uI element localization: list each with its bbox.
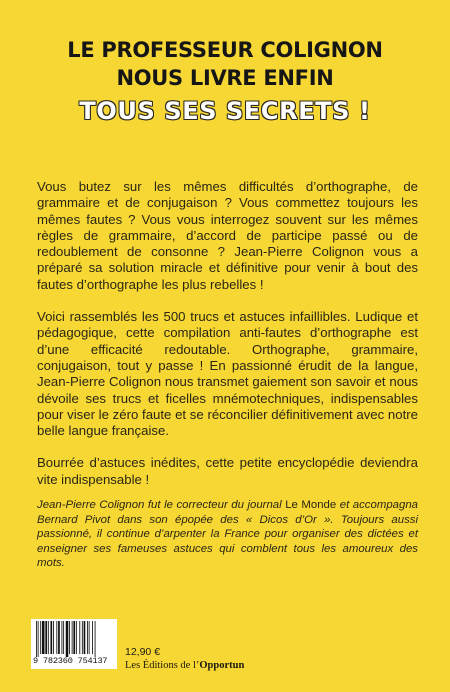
- barcode-bar: [66, 621, 69, 657]
- headline-line-2: NOUS LIVRE ENFIN: [116, 66, 334, 90]
- barcode-bar: [45, 621, 47, 654]
- barcode-bar: [62, 621, 63, 654]
- publisher-prefix: Les Éditions de l’: [125, 660, 200, 671]
- author-bio: [37, 498, 418, 571]
- isbn-digits: 9 782360 754137: [33, 656, 108, 666]
- barcode-bars: [34, 621, 114, 657]
- barcode-bar: [87, 621, 88, 654]
- barcode-bar: [82, 621, 83, 654]
- barcode-bar: [63, 621, 64, 654]
- barcode-bar: [79, 621, 80, 654]
- barcode-bar: [69, 621, 70, 654]
- publisher-label: [125, 660, 244, 671]
- barcode-bar: [40, 621, 41, 654]
- barcode-bar: [48, 621, 49, 654]
- barcode-bar: [89, 621, 90, 654]
- bio-part-2: et accompagna Bernard Pivot dans son épopée des « Dicos d’Or ». Toujours aussi passionné, il continue d’arpenter la France pour organiser des dictées et enseigner ses fameuses astuces qui comblent tous les amoureux des mots.: [37, 499, 418, 570]
- barcode-bar: [92, 621, 93, 654]
- price-label: 12,90 €: [125, 646, 161, 658]
- bio-newspaper: Le Monde: [285, 499, 337, 511]
- barcode-bar: [53, 621, 54, 654]
- barcode-bar: [38, 621, 39, 657]
- headline-line-1: LE PROFESSEUR COLIGNON: [67, 38, 383, 62]
- paragraph-intro: Vous butez sur les mêmes difficultés d’orthographe, de grammaire et de conjugaison ? Vous commettez toujours les mêmes fautes ? Vous vous interrogez souvent sur les mêmes règles de grammaire, d’accord de participe passé ou de redoublement de consonne ? Jean-Pierre Colignon vous a préparé sa solution miracle et définitive pour venir à bout des fautes d’orthographe les plus rebelles !: [37, 179, 418, 292]
- barcode-bar: [50, 621, 52, 654]
- barcode-bar: [95, 621, 96, 657]
- barcode-bar: [58, 621, 60, 654]
- description-text: [37, 179, 418, 504]
- publisher-name: Opportun: [199, 660, 245, 671]
- barcode-bar: [36, 621, 37, 657]
- headline-secrets: TOUS SES SECRETS !: [79, 97, 371, 125]
- cover-headline: [0, 36, 450, 126]
- paragraph-closing: Bourrée d’astuces inédites, cette petite encyclopédie deviendra vite indispensable !: [37, 455, 418, 487]
- bio-part-1: Jean-Pierre Colignon fut le correcteur du journal: [37, 499, 286, 511]
- barcode-bar: [73, 621, 75, 654]
- barcode-bar: [72, 621, 73, 654]
- paragraph-content: Voici rassemblés les 500 trucs et astuces infaillibles. Ludique et pédagogique, cette compilation anti-fautes d’orthographe est d’une efficacité redoutable. Orthographe, grammaire, conjugaison, tout y passe ! En passionné érudit de la langue, Jean-Pierre Colignon nous transmet gaiement son savoir et nous dévoile ses trucs et ficelles mnémotechniques, indispensables pour viser le zéro faute et se réconcilier définitivement avec notre belle langue française.: [37, 309, 418, 439]
- barcode-bar: [84, 621, 86, 654]
- barcode-bar: [56, 621, 57, 654]
- isbn-barcode: [31, 619, 117, 669]
- barcode-bar: [42, 621, 45, 654]
- barcode-bar: [76, 621, 77, 654]
